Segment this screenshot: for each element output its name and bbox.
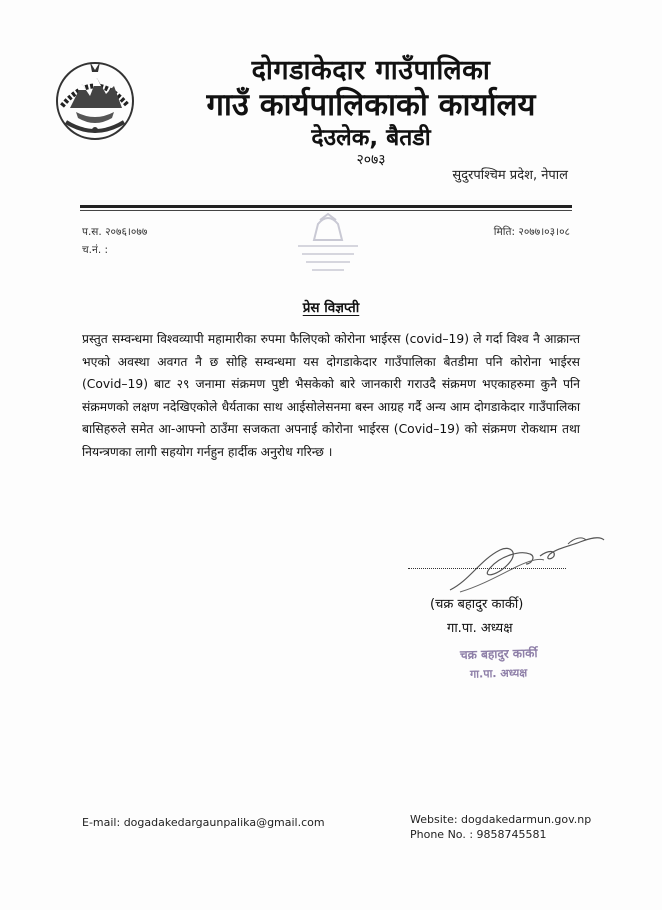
office-name: गाउँ कार्यपालिकाको कार्यालय	[206, 87, 536, 123]
notice-title-text: प्रेस विज्ञप्ती	[302, 300, 360, 316]
stamp-signatory-name: चक्र बहादुर कार्की	[459, 645, 538, 663]
dispatch-number: च.नं. :	[82, 244, 109, 256]
notice-body: प्रस्तुत सम्वन्धमा विश्वव्यापी महामारीका रुपमा फैलिएको कोरोना भाईरस (covid–19) ले गर्दा विश्व नै आक्रान्त भएको अवस्था अवगत नै छ सोहि सम्वन्धमा यस दोगडाकेदार गाउँपालिका बैतडीमा पनि कोरोना भाईरस (Covid–19) बाट २९ जनामा संक्रमण पुष्टी भैसकेको बारे जानकारी गराउदै संक्रमण भएकाहरुमा कुनै पनि संक्रमणको लक्षण नदेखिएकोले धैर्यताका साथ आईसोलेसनमा बस्न आग्रह गर्दै अन्य आम दोगडाकेदार गाउँपालिका बासिहरुले समेत आ-आफ्नो ठाउँमा सजकता अपनाई कोरोना भाईरस (Covid–19) को संक्रमण रोकथाम तथा नियन्त्रणका लागी सहयोग गर्नहुन हार्दीक अनुरोध गरिन्छ ।	[82, 332, 580, 459]
office-seal-icon	[290, 210, 366, 278]
letter-reference-number: प.स. २०७६।०७७	[82, 226, 148, 238]
establishment-year: २०७३	[356, 152, 386, 168]
footer-email: E-mail: dogadakedargaunpalika@gmail.com	[82, 816, 325, 829]
office-location: देउलेक, बैतडी	[311, 125, 431, 151]
footer-phone: Phone No. : 9858745581	[410, 828, 547, 841]
notice-title	[0, 298, 662, 316]
footer-website: Website: dogdakedarmun.gov.np	[410, 813, 592, 826]
signature-line	[408, 568, 566, 569]
province-address: सुदुरपश्चिम प्रदेश, नेपाल	[452, 168, 568, 183]
signature-icon	[440, 520, 610, 600]
letter-date: मिति: २०७७।०३।०८	[493, 226, 570, 238]
municipality-name: दोगडाकेदार गाउँपालिका	[251, 55, 491, 86]
header-divider	[80, 205, 572, 208]
signatory-role: गा.पा. अध्यक्ष	[447, 621, 513, 636]
signatory-name: (चक्र बहादुर कार्की)	[430, 597, 524, 612]
stamp-signatory-role: गा.पा. अध्यक्ष	[469, 666, 528, 681]
